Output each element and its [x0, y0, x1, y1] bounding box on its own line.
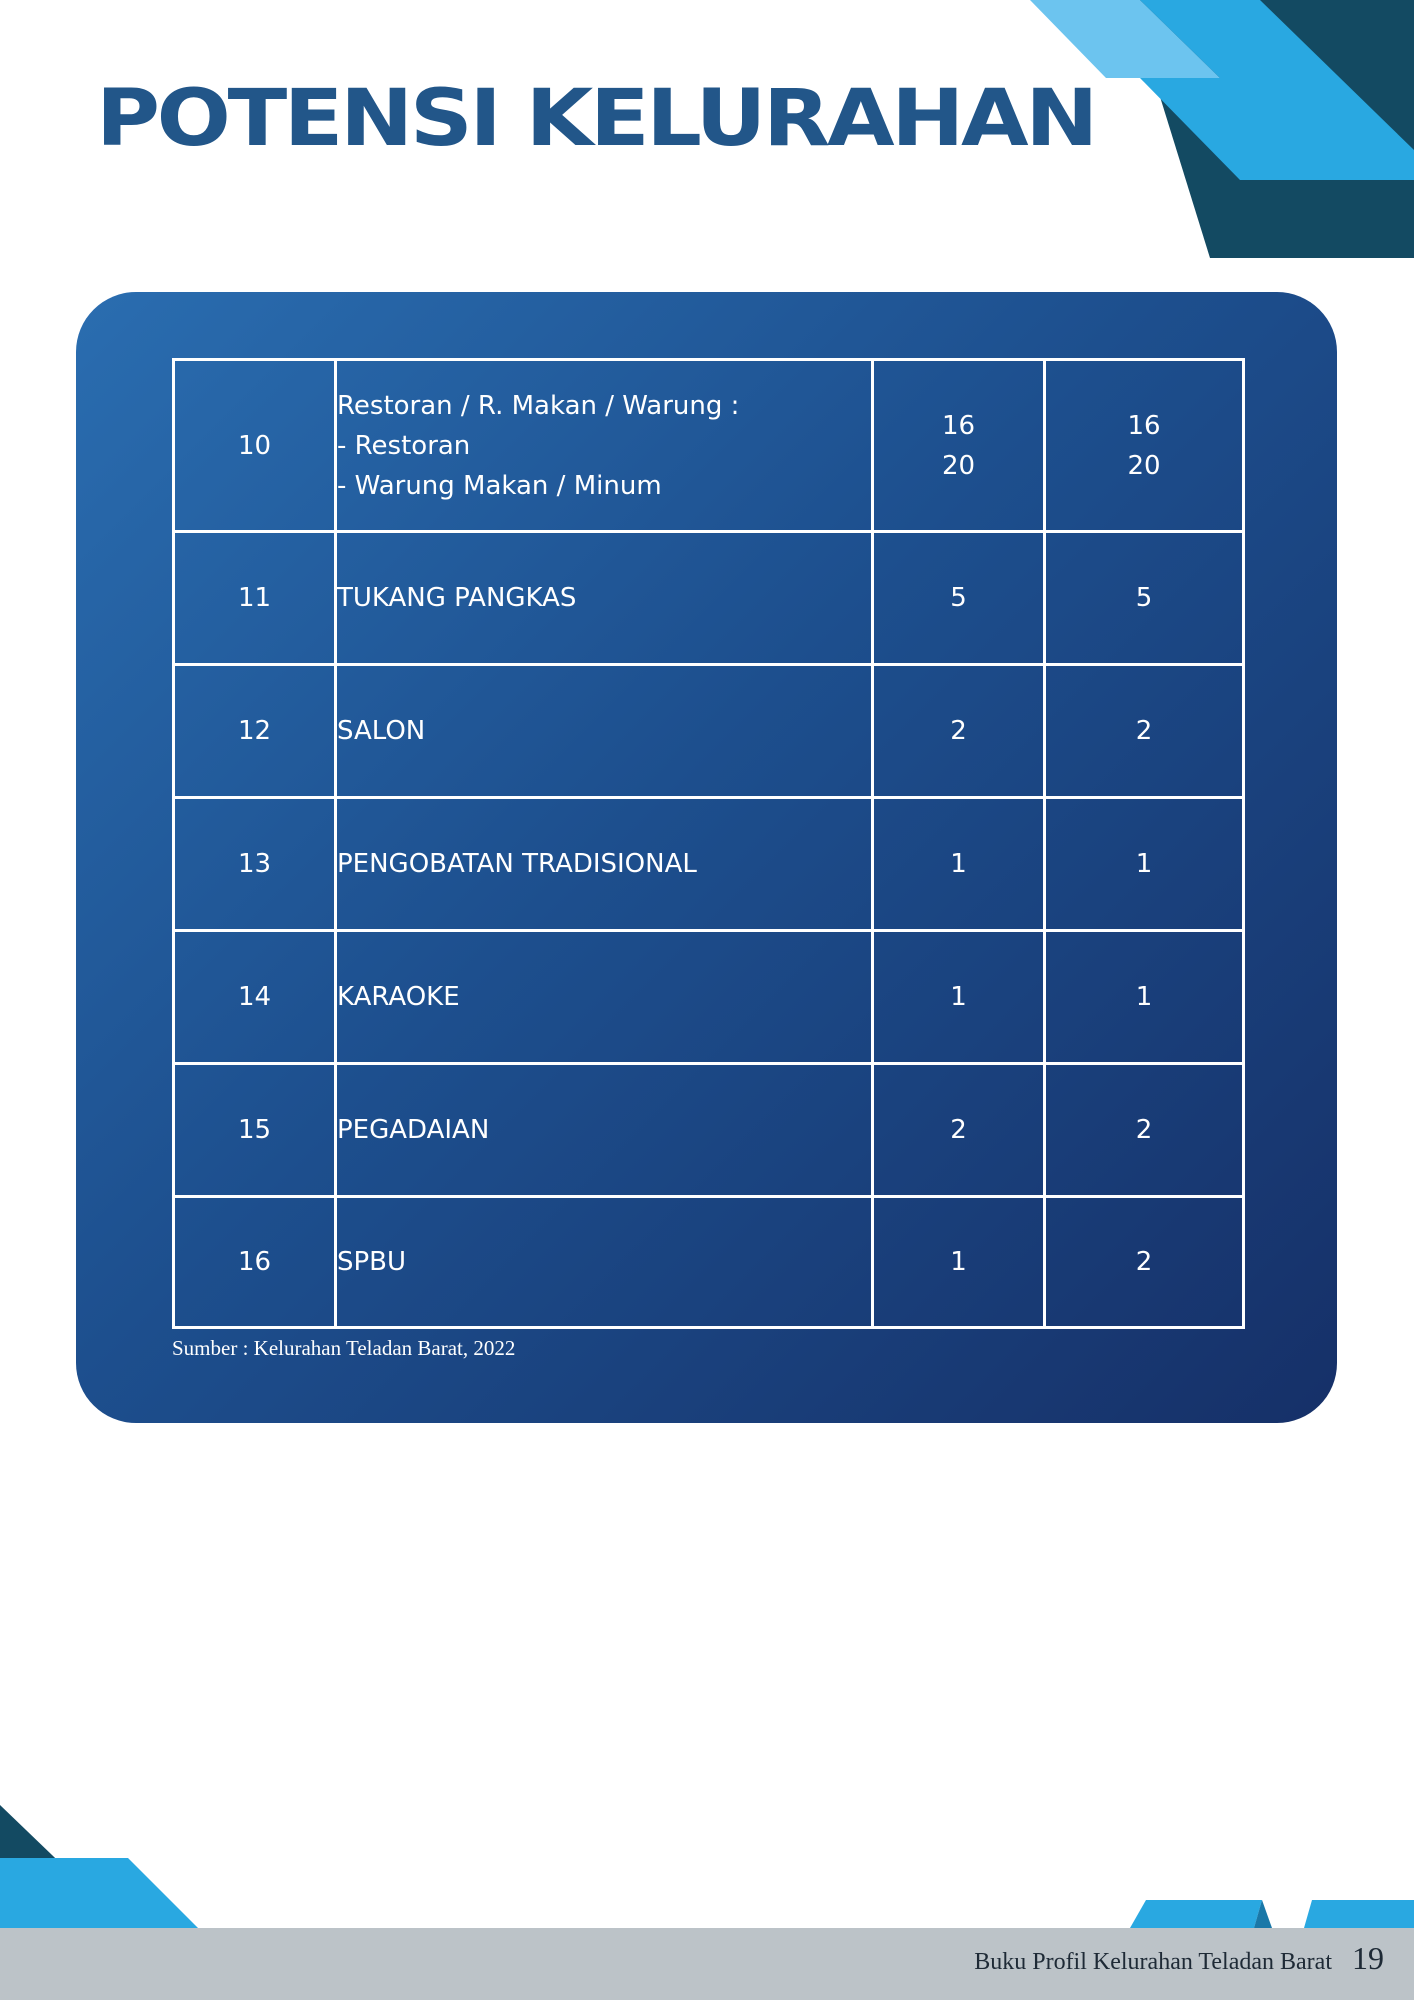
value-cell-2 [1045, 360, 1244, 532]
row-number-cell: 11 [174, 532, 336, 665]
table-card [76, 292, 1337, 1423]
item-cell-line: SPBU [337, 1247, 407, 1277]
table-row [174, 1064, 1244, 1197]
value-cell-2-line: 2 [1135, 716, 1153, 746]
item-cell-line: KARAOKE [337, 982, 460, 1012]
potensi-table [172, 358, 1245, 1329]
item-cell-line: SALON [337, 716, 426, 746]
table-row [174, 360, 1244, 532]
value-cell-1-line: 5 [950, 583, 967, 613]
value-cell-1 [873, 532, 1045, 665]
item-cell [336, 360, 873, 532]
item-cell [336, 931, 873, 1064]
row-number-cell: 15 [174, 1064, 336, 1197]
item-cell [336, 665, 873, 798]
value-cell-1 [873, 665, 1045, 798]
value-cell-2-line: 5 [1135, 583, 1153, 613]
value-cell-1-line: 2 [950, 1115, 967, 1145]
value-cell-2-line: 1 [1135, 982, 1153, 1012]
value-cell-1 [873, 1197, 1045, 1328]
value-cell-1-line: 16 [941, 410, 976, 441]
footer-accent-right [1304, 1900, 1414, 1928]
table-row [174, 665, 1244, 798]
item-cell [336, 532, 873, 665]
table-row [174, 532, 1244, 665]
value-cell-1-line: 1 [950, 1247, 967, 1277]
footer-title: Buku Profil Kelurahan Teladan Barat [974, 1949, 1332, 1975]
value-cell-2 [1045, 1197, 1244, 1328]
value-cell-2 [1045, 931, 1244, 1064]
item-cell-line: Restoran / R. Makan / Warung : [337, 390, 740, 421]
item-cell [336, 798, 873, 931]
table-row [174, 1197, 1244, 1328]
value-cell-1 [873, 360, 1045, 532]
value-cell-1-line: 1 [950, 982, 967, 1012]
row-number-cell: 12 [174, 665, 336, 798]
value-cell-2 [1045, 665, 1244, 798]
value-cell-1-line: 20 [941, 450, 976, 481]
value-cell-1 [873, 798, 1045, 931]
value-cell-1-line: 2 [950, 716, 967, 746]
value-cell-2 [1045, 798, 1244, 931]
footer-text [974, 1940, 1384, 1977]
row-number-cell: 10 [174, 360, 336, 532]
value-cell-2-line: 16 [1127, 410, 1161, 441]
value-cell-2-line: 1 [1135, 849, 1153, 879]
value-cell-1-line: 1 [950, 849, 967, 879]
table-row [174, 798, 1244, 931]
item-cell [336, 1197, 873, 1328]
row-number-cell: 14 [174, 931, 336, 1064]
value-cell-2-line: 20 [1127, 450, 1161, 481]
item-cell [336, 1064, 873, 1197]
item-cell-line: PEGADAIAN [337, 1115, 490, 1145]
item-cell-line: - Restoran [337, 430, 471, 461]
table-row [174, 931, 1244, 1064]
value-cell-1 [873, 1064, 1045, 1197]
page-number: 19 [1352, 1940, 1384, 1976]
footer-accent-left [1130, 1900, 1262, 1928]
item-cell-line: TUKANG PANGKAS [337, 583, 577, 613]
page-title: POTENSI KELURAHAN [96, 74, 1095, 164]
value-cell-1 [873, 931, 1045, 1064]
value-cell-2-line: 2 [1135, 1115, 1153, 1145]
value-cell-2 [1045, 1064, 1244, 1197]
row-number-cell: 16 [174, 1197, 336, 1328]
value-cell-2 [1045, 532, 1244, 665]
value-cell-2-line: 2 [1135, 1247, 1153, 1277]
item-cell-line: PENGOBATAN TRADISIONAL [337, 849, 697, 879]
source-note: Sumber : Kelurahan Teladan Barat, 2022 [172, 1336, 516, 1360]
item-cell-line: - Warung Makan / Minum [337, 470, 662, 501]
row-number-cell: 13 [174, 798, 336, 931]
